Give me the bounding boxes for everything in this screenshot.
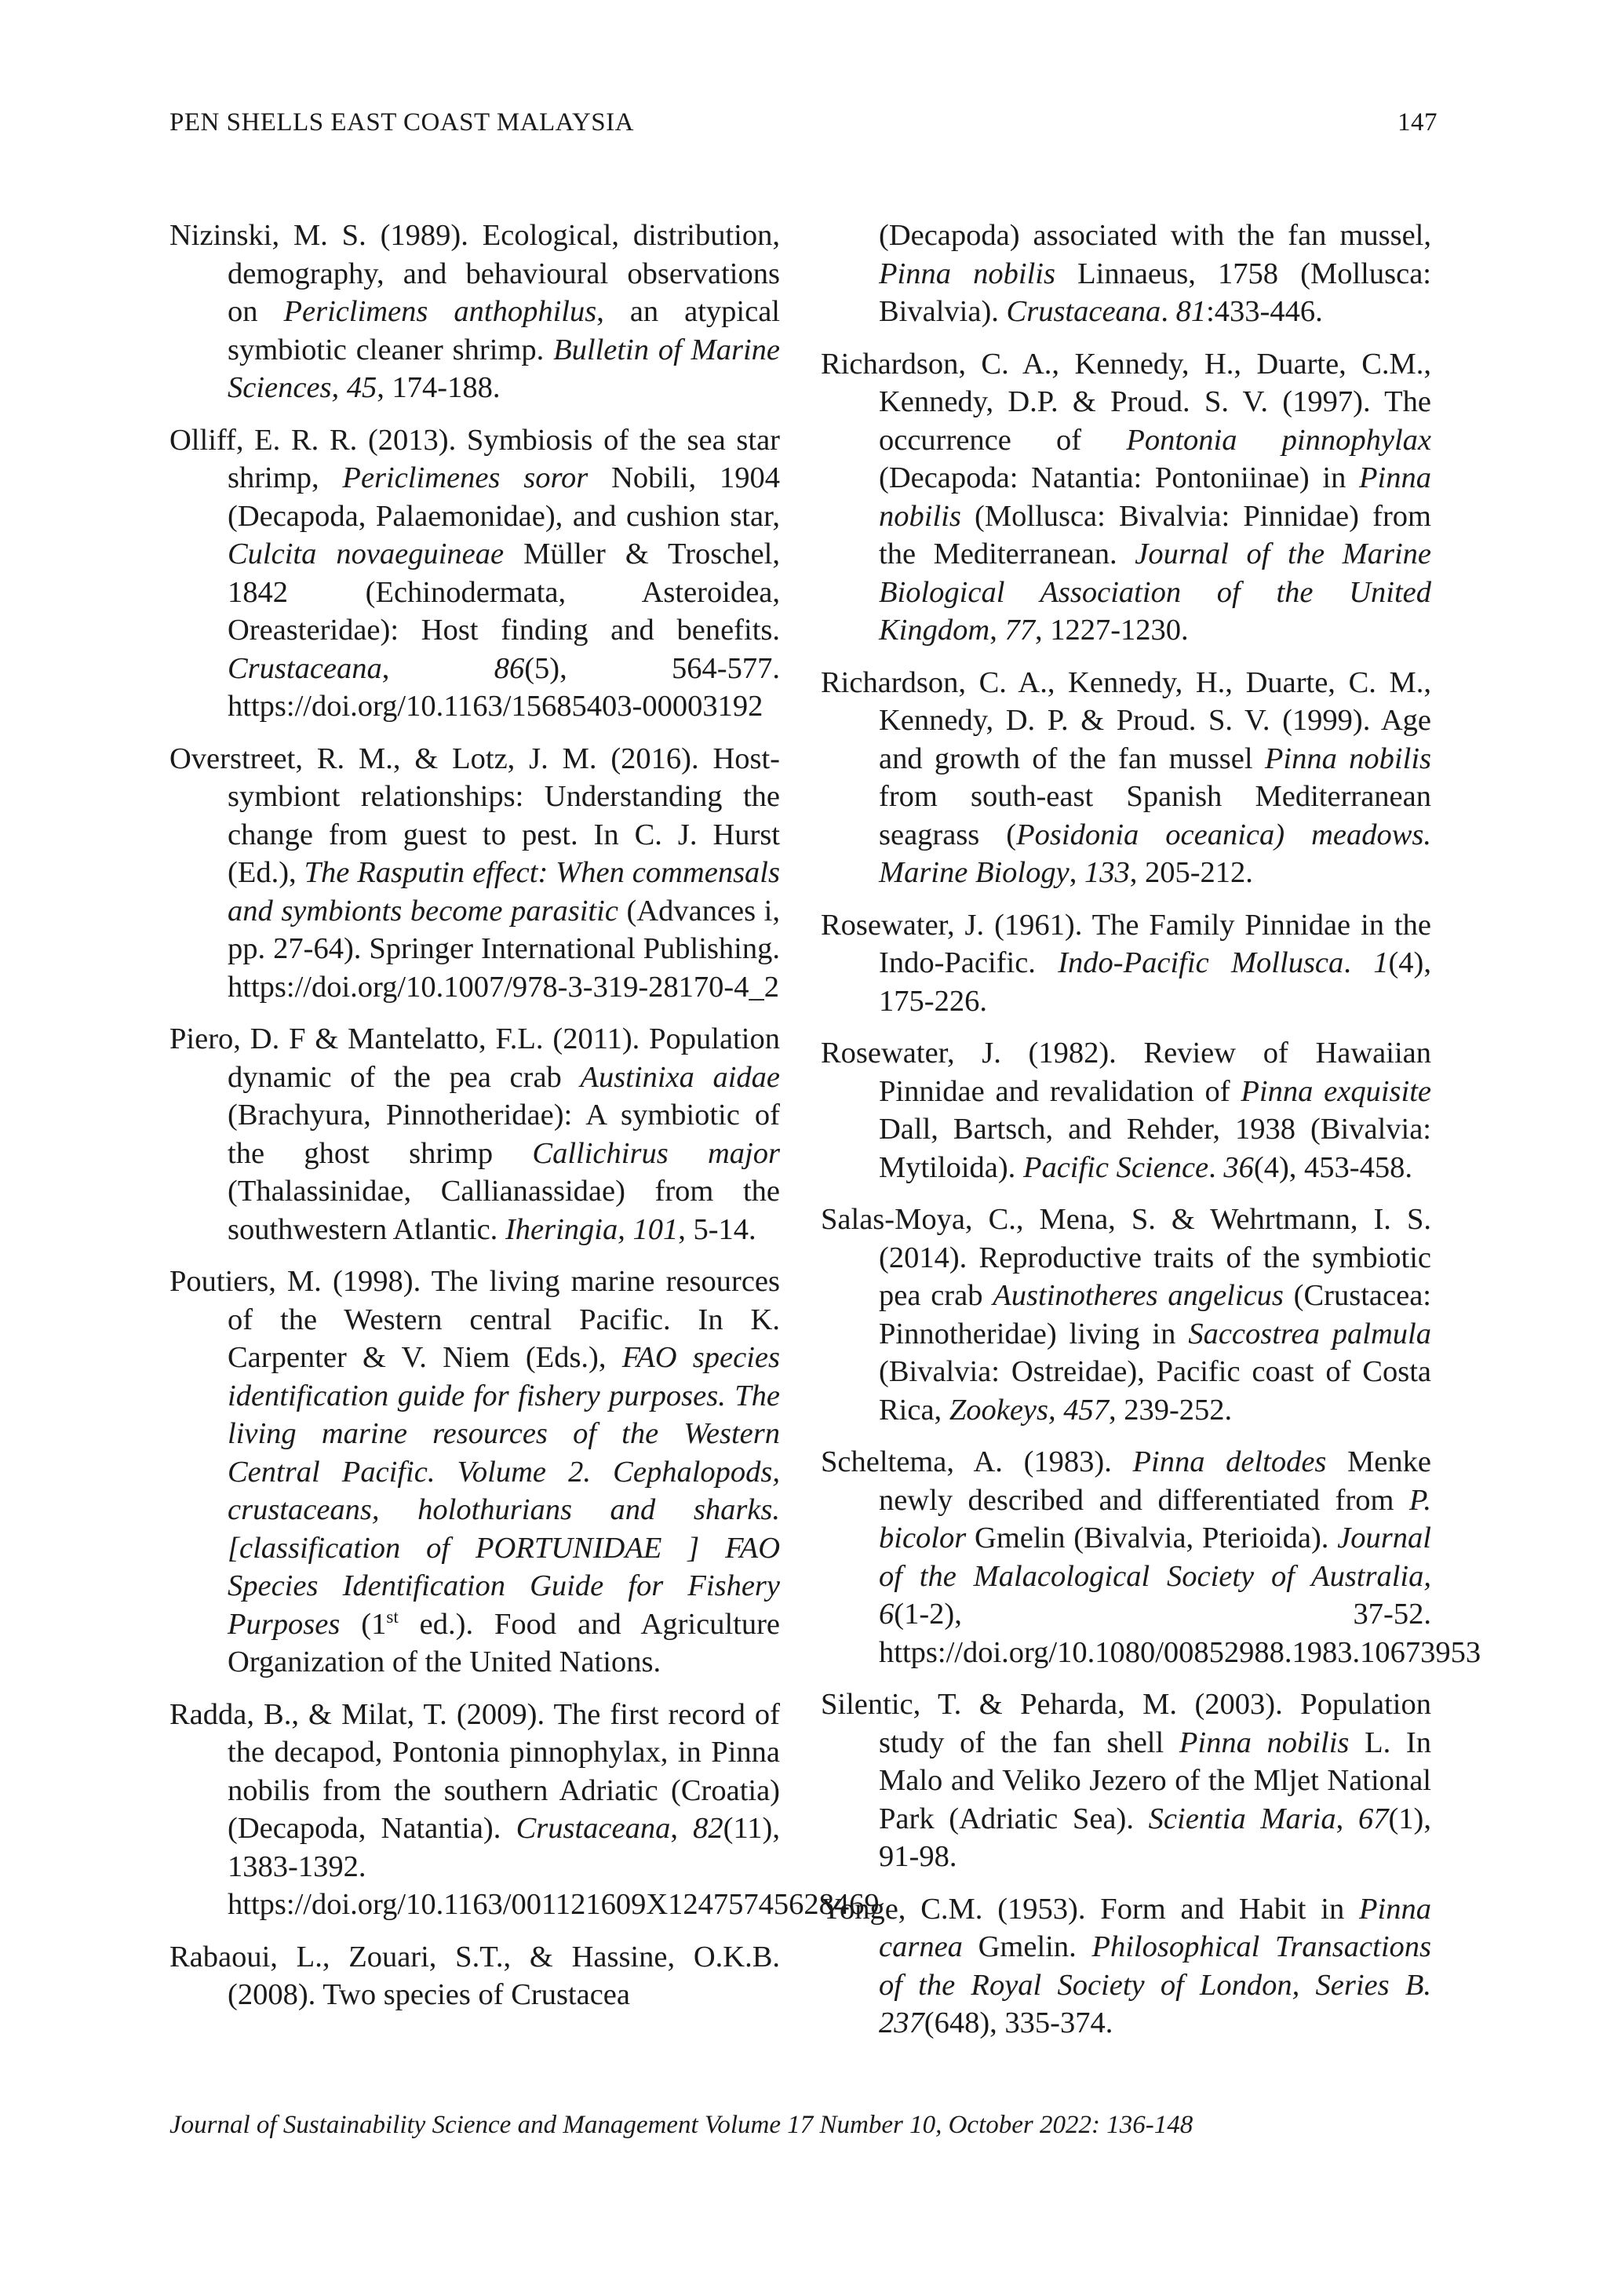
reference-text: Richardson, C. A., Kennedy, H., Duarte, C. M., Kennedy, D. P. & Proud. S. V. (1999). Age and growth of the fan mussel xyxy=(821,665,1431,775)
reference-entry xyxy=(169,1263,780,1682)
reference-text: Olliff, E. R. R. (2013). Symbiosis of the sea star shrimp, xyxy=(169,423,780,494)
reference-italic-text: Journal of the Malacological Society of Australia, 6 xyxy=(879,1522,1431,1631)
reference-text: Rosewater, J. (1961). The Family Pinnidae in the Indo-Pacific. xyxy=(821,908,1431,979)
reference-text: Richardson, C. A., Kennedy, H., Duarte, C.M., Kennedy, D.P. & Proud. S. V. (1997). The occurrence of xyxy=(821,347,1431,457)
reference-text: Menke newly described and differentiated from xyxy=(879,1445,1431,1517)
reference-entry xyxy=(169,1020,780,1248)
reference-text: L. In Malo and Veliko Jezero of the Mljet National Park (Adriatic Sea). xyxy=(879,1726,1431,1835)
journal-footer: Journal of Sustainability Science and Management Volume 17 Number 10, October 2022: 136-148 xyxy=(169,2111,1193,2139)
reference-italic-text: 1 xyxy=(1373,946,1389,979)
reference-text: (Brachyura, Pinnotheridae): A symbiotic of the ghost shrimp xyxy=(228,1099,780,1170)
reference-italic-text: Philosophical Transactions of the Royal Society of London, Series B. 237 xyxy=(879,1930,1432,2039)
reference-italic-text: Culcita novaeguineae xyxy=(228,538,505,570)
reference-text: Rosewater, J. (1982). Review of Hawaiian Pinnidae and revalidation of xyxy=(821,1037,1431,1108)
reference-entry xyxy=(821,1890,1431,2043)
reference-text: . xyxy=(1343,946,1374,979)
reference-text: Yonge, C.M. (1953). Form and Habit in xyxy=(821,1892,1360,1926)
reference-italic-text: Pinna nobilis xyxy=(1264,742,1431,775)
reference-entry xyxy=(169,740,780,1007)
references-right-column xyxy=(821,217,1481,2057)
reference-italic-text: Bulletin of Marine Sciences, 45 xyxy=(228,333,780,404)
reference-entry xyxy=(169,421,780,726)
reference-text: ed.). Food and Agriculture Organization of the United Nations. xyxy=(228,1607,780,1678)
references-left-column xyxy=(169,217,880,2028)
reference-text: Dall, Bartsch, and Rehder, 1938 (Bivalvia: Mytiloida). xyxy=(879,1113,1431,1184)
reference-italic-text: Journal of the Marine Biological Association of the United Kingdom xyxy=(879,538,1431,647)
reference-italic-text: Pinna nobilis xyxy=(879,461,1431,533)
reference-text: Scheltema, A. (1983). xyxy=(821,1445,1133,1478)
reference-italic-text: FAO species identification guide for fishery purposes. The living marine resources of the Western Central Pacific. Volume 2. Cephalopods, crustaceans, holothurians and sharks. [classification of PORTUNIDAE ] FAO Species Identification Guide for Fishery Purposes xyxy=(228,1341,780,1641)
reference-italic-text: Callichirus major xyxy=(532,1136,780,1170)
reference-text: Gmelin. xyxy=(962,1930,1092,1963)
reference-text: , xyxy=(381,651,494,685)
reference-italic-text: 36 xyxy=(1223,1150,1254,1184)
reference-italic-text: 82 xyxy=(693,1812,723,1845)
reference-entry xyxy=(821,345,1431,650)
reference-text: . xyxy=(1161,295,1176,328)
reference-italic-text: The Rasputin effect: When commensals and symbionts become parasitic xyxy=(228,856,780,928)
reference-italic-text: P. bicolor xyxy=(879,1483,1431,1554)
reference-text: Müller & Troschel, 1842 (Echinodermata, Asteroidea, Oreasteridae): Host finding and benefits. xyxy=(228,538,780,647)
reference-text: (Crustacea: Pinnotheridae) living in xyxy=(879,1279,1431,1350)
reference-entry xyxy=(821,906,1431,1021)
reference-text: , 5-14. xyxy=(678,1212,756,1246)
reference-italic-text: Indo-Pacific Mollusca xyxy=(1058,946,1344,979)
reference-text: (4), 175-226. xyxy=(879,946,1431,1018)
reference-text: :433-446. xyxy=(1206,295,1323,328)
reference-text: Nobili, 1904 (Decapoda, Palaemonidae), and cushion star, xyxy=(228,461,780,533)
running-header xyxy=(169,108,1438,137)
reference-italic-text: Pinna exquisite xyxy=(1241,1074,1431,1108)
reference-italic-text: Crustaceana xyxy=(516,1812,671,1845)
reference-italic-text: Crustaceana xyxy=(1006,295,1161,328)
reference-text: , xyxy=(1069,856,1084,889)
reference-text: (5), 564-577. https://doi.org/10.1163/15685403-00003192 xyxy=(228,651,780,723)
page-number: 147 xyxy=(1397,108,1438,137)
reference-text: Gmelin (Bivalvia, Pterioida). xyxy=(966,1522,1338,1554)
reference-text: Salas-Moya, C., Mena, S. & Wehrtmann, I. S. (2014). Reproductive traits of the symbiotic pea crab xyxy=(821,1203,1431,1312)
reference-text: Nizinski, M. S. (1989). Ecological, distribution, demography, and behavioural observations on xyxy=(169,219,780,328)
reference-text: (1-2), 37-52. https://doi.org/10.1080/00852988.1983.10673953 xyxy=(879,1598,1481,1669)
reference-text: (11), 1383-1392. https://doi.org/10.1163/001121609X12475745628469 xyxy=(228,1812,880,1921)
reference-entry xyxy=(169,1938,780,2014)
reference-italic-text: Periclimenes soror xyxy=(342,461,589,494)
reference-text: , 174-188. xyxy=(377,371,501,404)
reference-italic-text: 77 xyxy=(1004,614,1035,647)
reference-italic-text: Zookeys, 457 xyxy=(949,1393,1109,1427)
reference-text: . xyxy=(1208,1150,1224,1184)
running-title: PEN SHELLS EAST COAST MALAYSIA xyxy=(169,108,634,137)
reference-text: (Decapoda) associated with the fan mussel, xyxy=(879,219,1431,252)
reference-entry xyxy=(821,1034,1431,1186)
reference-text: , xyxy=(1336,1802,1358,1835)
reference-text: , 1227-1230. xyxy=(1034,614,1189,647)
reference-italic-text: Austinixa aidae xyxy=(580,1060,780,1094)
reference-italic-text: Periclimens anthophilus xyxy=(283,295,597,328)
reference-entry xyxy=(821,1686,1431,1876)
reference-italic-text: Pacific Science xyxy=(1022,1150,1209,1184)
reference-entry xyxy=(169,1696,880,1924)
reference-italic-text: Pontonia pinnophylax xyxy=(1126,423,1431,457)
reference-text: , 205-212. xyxy=(1129,856,1253,889)
reference-text: Radda, B., & Milat, T. (2009). The first record of the decapod, Pontonia pinnophylax, in Pinna nobilis from the southern Adriatic (Croatia) (Decapoda, Natantia). xyxy=(169,1697,780,1845)
reference-text: (Thalassinidae, Callianassidae) from the southwestern Atlantic. xyxy=(228,1175,780,1246)
reference-text: , xyxy=(989,614,1005,647)
reference-text: Rabaoui, L., Zouari, S.T., & Hassine, O.K.B. (2008). Two species of Crustacea xyxy=(169,1940,780,2011)
reference-text: (Bivalvia: Ostreidae), Pacific coast of Costa Rica, xyxy=(879,1355,1431,1427)
reference-text: , an atypical symbiotic cleaner shrimp. xyxy=(228,295,780,366)
reference-entry xyxy=(169,217,780,407)
reference-text: Poutiers, M. (1998). The living marine resources of the Western central Pacific. In K. Carpenter & V. Niem (Eds.), xyxy=(169,1265,780,1374)
reference-text: from south-east Spanish Mediterranean seagrass ( xyxy=(879,780,1431,851)
reference-text: Linnaeus, 1758 (Mollusca: Bivalvia). xyxy=(879,257,1431,328)
reference-text: (Mollusca: Bivalvia: Pinnidae) from the Mediterranean. xyxy=(879,499,1431,570)
reference-italic-text: Posidonia oceanica) meadows. Marine Biology xyxy=(879,818,1431,889)
reference-text: (Decapoda: Natantia: Pontoniinae) in xyxy=(879,461,1360,494)
reference-italic-text: 86 xyxy=(494,651,525,685)
reference-text: (648), 335-374. xyxy=(924,2006,1113,2039)
reference-italic-text: 81 xyxy=(1175,295,1207,328)
reference-italic-text: Saccostrea palmula xyxy=(1188,1317,1431,1350)
reference-text: Overstreet, R. M., & Lotz, J. M. (2016). Host-symbiont relationships: Understanding the change from guest to pest. In C. J. Hurst (Ed.), xyxy=(169,742,780,889)
reference-italic-text: 133 xyxy=(1084,856,1130,889)
reference-italic-text: Pinna nobilis xyxy=(1179,1726,1350,1759)
reference-italic-text: Austinotheres angelicus xyxy=(993,1279,1284,1312)
reference-text: , xyxy=(670,1812,694,1845)
reference-text: Piero, D. F & Mantelatto, F.L. (2011). Population dynamic of the pea crab xyxy=(169,1022,780,1094)
reference-italic-text: Pinna deltodes xyxy=(1132,1445,1327,1478)
reference-entry xyxy=(821,1201,1431,1429)
reference-text: , 239-252. xyxy=(1108,1393,1233,1427)
reference-italic-text: Pinna nobilis xyxy=(879,257,1055,290)
reference-italic-text: Scientia Maria xyxy=(1148,1802,1336,1835)
reference-text: (Advances i, pp. 27-64). Springer International Publishing. https://doi.org/10.1007/978-3-319-28170-4_2 xyxy=(228,894,780,1004)
reference-text: (1 xyxy=(340,1607,387,1641)
reference-entry xyxy=(821,1443,1481,1671)
reference-text: (1), 91-98. xyxy=(879,1802,1431,1873)
reference-italic-text: Pinna carnea xyxy=(879,1892,1431,1963)
reference-entry xyxy=(821,664,1431,892)
reference-text: (4), 453-458. xyxy=(1253,1150,1412,1184)
reference-italic-text: Crustaceana xyxy=(228,651,382,685)
reference-entry xyxy=(821,217,1431,331)
reference-text: Silentic, T. & Peharda, M. (2003). Population study of the fan shell xyxy=(821,1688,1431,1759)
reference-text: st xyxy=(386,1605,399,1627)
reference-italic-text: 67 xyxy=(1357,1802,1389,1835)
reference-italic-text: Iheringia, 101 xyxy=(505,1212,679,1246)
